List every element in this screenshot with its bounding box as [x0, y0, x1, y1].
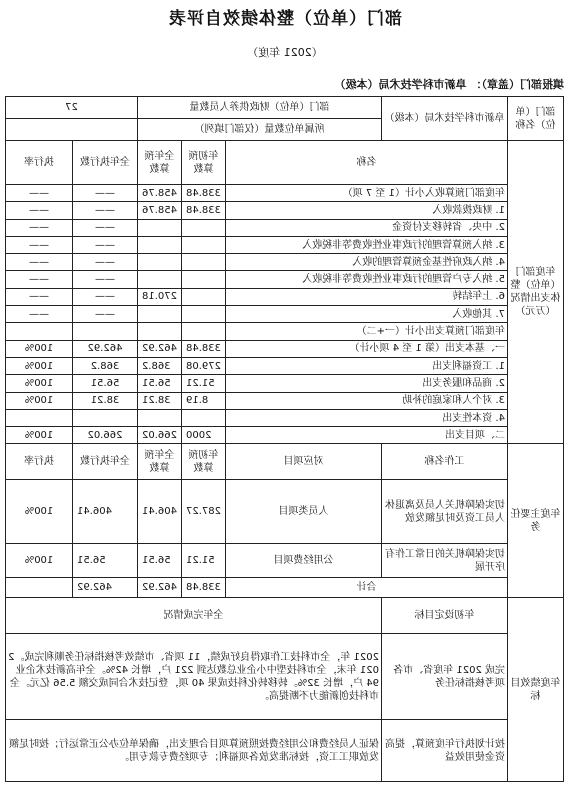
budget-row-full-exec: ——	[73, 236, 138, 253]
budget-row	[5, 202, 563, 219]
budget-row-full-budget	[138, 323, 182, 340]
budget-row-full-exec: 266.02	[73, 427, 138, 444]
perf-row-completion: 保证人员经费和公用经费按照预算项目合理支出，确保单位办公正常运行；按时足额发放职工工资，按标准发放各项福利；专项经费专款专用。	[5, 720, 381, 782]
budget-row-initial	[182, 236, 226, 253]
budget-row-rate: ——	[5, 288, 72, 305]
col-header-full-exec: 全年执行数	[73, 141, 138, 185]
budget-row-initial: 338.48	[182, 202, 226, 219]
perf-header-target: 年初设定目标	[382, 598, 508, 634]
budget-row-initial: 279.08	[182, 357, 226, 374]
budget-row-initial: 8.19	[182, 392, 226, 409]
budget-row-rate: ——	[5, 185, 72, 202]
budget-row-rate: 100%	[5, 427, 72, 444]
budget-row-rate: ——	[5, 254, 72, 271]
col-header-initial: 年初预算数	[182, 141, 226, 185]
task-header-initial: 年初预算数	[182, 444, 226, 480]
staff-count-value: 27	[5, 97, 137, 119]
budget-row-full-budget: 462.92	[138, 340, 182, 357]
budget-row	[5, 427, 563, 444]
budget-row-full-budget: 458.76	[138, 185, 182, 202]
task-header-name: 工作名称	[382, 444, 508, 480]
budget-row-name: 1. 工资福利支出	[226, 357, 508, 374]
budget-row-name: 2. 商品和服务支出	[226, 375, 508, 392]
evaluation-table	[5, 96, 564, 782]
task-row-project: 公用经费项目	[226, 544, 382, 578]
perf-row	[5, 720, 563, 782]
col-header-rate: 执行率	[5, 141, 72, 185]
task-row-name: 切实保障机关人员及离退休人员工资及时足额发放	[382, 480, 508, 544]
budget-row	[5, 375, 563, 392]
task-row-name: 切实保障机关的日常工作有序开展	[382, 544, 508, 578]
budget-row	[5, 288, 563, 305]
budget-row-full-exec: ——	[73, 306, 138, 323]
task-row-project: 人员类项目	[226, 480, 382, 544]
budget-row-full-budget	[138, 254, 182, 271]
budget-row-name: 7. 其他收入	[226, 306, 508, 323]
task-header-full-budget: 全年预算数	[138, 444, 182, 480]
budget-row-rate: 100%	[5, 375, 72, 392]
budget-row-initial: 338.48	[182, 340, 226, 357]
task-row	[5, 544, 563, 578]
budget-row-initial	[182, 306, 226, 323]
budget-row-full-budget: 458.76	[138, 202, 182, 219]
dept-name-label: 部门（单位）名称	[508, 97, 564, 141]
tasks-total-initial: 338.48	[182, 578, 226, 598]
budget-row-rate: ——	[5, 306, 72, 323]
budget-row-initial: 51.21	[182, 375, 226, 392]
task-header-project: 对应项目	[226, 444, 382, 480]
dept-name-value: 阜新市科学技术局（本级）	[382, 97, 508, 141]
task-row-initial: 51.21	[182, 544, 226, 578]
budget-row-name: 年度部门预算支出小计（一+二）	[226, 323, 508, 340]
budget-row-name: 3. 纳入预算管理的行政事业性收费等非税收入	[226, 236, 508, 253]
budget-row	[5, 236, 563, 253]
budget-row-full-budget	[138, 306, 182, 323]
budget-row	[5, 271, 563, 288]
sub-unit-label: 所属单位数量（仅部门填列）	[138, 119, 382, 141]
budget-row-name: 4. 资本性支出	[226, 409, 508, 426]
dept-line	[331, 76, 565, 92]
budget-row-full-budget: 368.2	[138, 357, 182, 374]
task-row	[5, 480, 563, 544]
budget-row-name: 3. 对个人和家庭的补助	[226, 392, 508, 409]
budget-row-initial	[182, 409, 226, 426]
budget-row-name: 1. 财政拨款收入	[226, 202, 508, 219]
budget-row-rate: ——	[5, 271, 72, 288]
budget-row-full-exec	[73, 409, 138, 426]
budget-row	[5, 219, 563, 236]
dept-label: 填报部门（盖章）：	[470, 78, 564, 91]
task-row-full-budget: 406.41	[138, 480, 182, 544]
budget-row-full-exec: ——	[73, 254, 138, 271]
budget-row-full-exec: 368.2	[73, 357, 138, 374]
budget-row-full-budget	[138, 236, 182, 253]
tasks-total-full-budget: 462.92	[138, 578, 182, 598]
tasks-total-rate	[5, 578, 72, 598]
budget-row-name: 2. 中央、省转移支付资金	[226, 219, 508, 236]
budget-row-full-budget	[138, 271, 182, 288]
budget-section-label: 年度部门（单位）整体支出情况（万元）	[508, 141, 564, 444]
task-row-full-budget: 56.51	[138, 544, 182, 578]
budget-row-full-budget: 270.18	[138, 288, 182, 305]
budget-row-full-exec: ——	[73, 202, 138, 219]
budget-row-full-exec: 38.21	[73, 392, 138, 409]
col-header-name: 名称	[226, 141, 508, 185]
budget-row-name: 4. 纳入政府性基金预算管理的收入	[226, 254, 508, 271]
perf-row-target: 完成 2021 年度省、市各项考核指标任务	[382, 634, 508, 720]
tasks-section-label: 年度主要任务	[508, 444, 564, 598]
budget-row-full-exec	[73, 323, 138, 340]
budget-row	[5, 409, 563, 426]
report-year: （2021 年度）	[247, 46, 323, 59]
budget-row-initial: 2000	[182, 427, 226, 444]
budget-row-rate: ——	[5, 236, 72, 253]
budget-row-full-exec: ——	[73, 219, 138, 236]
budget-row	[5, 306, 563, 323]
perf-row-completion: 2021 年，全市科技工作取得良好成绩，11 项省、市绩效考核指标任务顺利完成。2021 年末，全市科技型中小企业总数达到 221 户，增长 42%。全年高新技术企业 94 户，增长 32%。转移转化科技成果 40 项，登记技术合同成交额 5.56 亿元。全市科技创新能力不断提高。	[5, 634, 381, 720]
budget-row-rate	[5, 409, 72, 426]
budget-row	[5, 254, 563, 271]
budget-row-full-exec: ——	[73, 185, 138, 202]
perf-row	[5, 634, 563, 720]
budget-row-full-exec: ——	[73, 271, 138, 288]
budget-row-rate	[5, 323, 72, 340]
budget-row-initial	[182, 271, 226, 288]
sub-unit-value	[5, 119, 137, 141]
task-row-rate: 100%	[5, 480, 72, 544]
budget-row-rate: 100%	[5, 392, 72, 409]
budget-row-full-exec: ——	[73, 288, 138, 305]
budget-row	[5, 357, 563, 374]
page-title: 部门（单位）整体绩效自评表	[168, 9, 402, 29]
budget-row-initial	[182, 219, 226, 236]
budget-row	[5, 340, 563, 357]
budget-row	[5, 185, 563, 202]
budget-row-full-budget	[138, 409, 182, 426]
budget-row-name: 一、基本支出（第 1 至 4 项小计）	[226, 340, 508, 357]
budget-row-initial: 338.48	[182, 185, 226, 202]
task-row-full-exec: 56.51	[73, 544, 138, 578]
perf-row-target: 按计划执行年度预算，提高资金使用效益	[382, 720, 508, 782]
budget-row-full-exec: 462.92	[73, 340, 138, 357]
col-header-full-budget: 全年预算数	[138, 141, 182, 185]
task-row-rate: 100%	[5, 544, 72, 578]
budget-row	[5, 323, 563, 340]
tasks-total-label: 合计	[226, 578, 508, 598]
budget-row-name: 年度部门预算收入小计（1 至 7 项）	[226, 185, 508, 202]
budget-row-full-budget: 56.51	[138, 375, 182, 392]
dept-value: 阜新市科学技术局（本级）	[334, 78, 467, 91]
budget-row-name: 5. 纳入专户管理的行政事业性收费等非税收入	[226, 271, 508, 288]
budget-row-initial	[182, 288, 226, 305]
budget-row-initial	[182, 254, 226, 271]
budget-row-name: 6. 上年结转	[226, 288, 508, 305]
budget-row-name: 二、项目支出	[226, 427, 508, 444]
budget-row	[5, 392, 563, 409]
budget-row-rate: 100%	[5, 357, 72, 374]
perf-section-label: 年度绩效目标	[508, 598, 564, 782]
tasks-total-full-exec: 462.92	[73, 578, 138, 598]
budget-row-rate: ——	[5, 219, 72, 236]
budget-row-full-budget: 38.21	[138, 392, 182, 409]
budget-row-full-budget	[138, 219, 182, 236]
budget-row-full-budget: 266.02	[138, 427, 182, 444]
staff-count-label: 部门（单位）财政供养人员数量	[138, 97, 382, 119]
task-header-rate: 执行率	[5, 444, 72, 480]
budget-row-initial	[182, 323, 226, 340]
task-row-initial: 287.27	[182, 480, 226, 544]
task-header-full-exec: 全年执行数	[73, 444, 138, 480]
perf-header-completion: 全年完成情况	[5, 598, 381, 634]
budget-row-rate: ——	[5, 202, 72, 219]
budget-row-full-exec: 56.51	[73, 375, 138, 392]
budget-row-rate: 100%	[5, 340, 72, 357]
task-row-full-exec: 406.41	[73, 480, 138, 544]
